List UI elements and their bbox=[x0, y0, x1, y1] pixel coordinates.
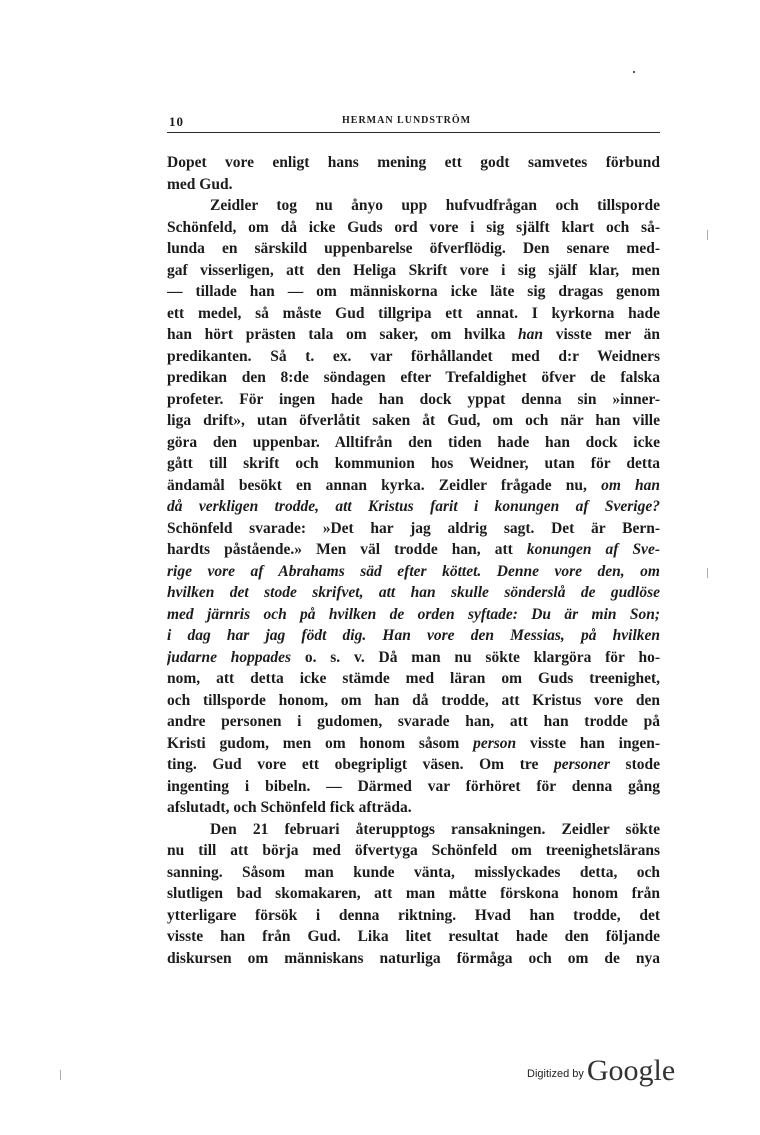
text-segment: liga drift», utan öfverlåtit saken åt Gud, om och när han ville bbox=[167, 412, 660, 429]
text-segment: han hört prästen tala om saker, om hvilka bbox=[167, 326, 519, 343]
text-segment: med Gud. bbox=[167, 175, 233, 193]
text-line bbox=[167, 496, 660, 518]
italic-text: om han bbox=[601, 476, 660, 494]
text-segment: lunda en särskild uppenbarelse öfverflödig. Den senare med- bbox=[167, 240, 660, 257]
italic-text: rige vore af Abrahams säd efter köttet. Denne vore den, om bbox=[167, 562, 660, 580]
text-segment: o. s. v. Då man nu sökte klargöra för ho- bbox=[291, 648, 660, 666]
text-line bbox=[167, 518, 660, 540]
text-segment: nu till att börja med öfvertyga Schönfeld om treenighetslärans bbox=[167, 842, 660, 859]
text-line bbox=[167, 647, 660, 669]
text-line bbox=[167, 819, 660, 841]
body-text bbox=[167, 152, 660, 969]
text-line bbox=[167, 260, 660, 282]
text-line bbox=[167, 905, 660, 927]
text-segment: visste han från Gud. Lika litet resultat hade den följande bbox=[167, 928, 660, 945]
text-segment: slutligen bad skomakaren, att man måtte förskona honom från bbox=[167, 885, 660, 902]
text-line bbox=[167, 174, 660, 196]
text-line bbox=[167, 883, 660, 905]
digitized-by-google-watermark bbox=[527, 1050, 675, 1090]
text-segment: predikan den 8:de söndagen efter Trefaldighet öfver de falska bbox=[167, 369, 660, 386]
text-line bbox=[167, 152, 660, 174]
text-segment: Schönfeld svarade: »Det har jag aldrig sagt. Det är Bern- bbox=[167, 519, 660, 537]
running-head: HERMAN LUNDSTRÖM bbox=[342, 115, 472, 126]
text-line bbox=[167, 862, 660, 884]
text-line bbox=[167, 324, 660, 346]
scan-artifact bbox=[707, 568, 708, 578]
text-segment: ingenting i bibeln. — Därmed var förhöret för denna gång bbox=[167, 777, 660, 795]
text-segment: visste mer än bbox=[543, 326, 660, 343]
text-line bbox=[167, 797, 660, 819]
text-line bbox=[167, 840, 660, 862]
italic-text: då verkligen trodde, att Kristus farit i konungen af Sverige? bbox=[167, 498, 660, 515]
text-line bbox=[167, 389, 660, 411]
text-line bbox=[167, 561, 660, 583]
text-segment: predikanten. Så t. ex. var förhållandet med d:r Weidners bbox=[167, 347, 660, 365]
text-segment: ett medel, så måste Gud tillgripa ett annat. I kyrkorna hade bbox=[167, 304, 660, 322]
text-segment: Zeidler tog nu ånyo upp hufvudfrågan och tillsporde bbox=[210, 197, 660, 214]
text-segment: gaf visserligen, att den Heliga Skrift vore i sig själf klar, men bbox=[167, 261, 660, 279]
italic-text: hvilken det stode skrifvet, att han skulle sönderslå de gudlöse bbox=[167, 584, 660, 601]
text-line bbox=[167, 346, 660, 368]
scan-speck bbox=[633, 71, 635, 73]
google-logo: Google bbox=[586, 1054, 676, 1087]
text-line bbox=[167, 281, 660, 303]
text-line bbox=[167, 625, 660, 647]
text-segment: andre personen i gudomen, svarade han, att han trodde på bbox=[167, 713, 660, 730]
text-segment: Den 21 februari återupptogs ransakningen. Zeidler sökte bbox=[210, 820, 660, 838]
text-line bbox=[167, 238, 660, 260]
page-number: 10 bbox=[169, 114, 184, 129]
italic-text: med järnris och på hvilken de orden syftade: Du är min Son; bbox=[167, 605, 660, 623]
text-segment: ytterligare försök i denna riktning. Hvad han trodde, det bbox=[167, 906, 660, 924]
text-line bbox=[167, 604, 660, 626]
text-segment: göra den uppenbar. Alltifrån den tiden hade han dock icke bbox=[167, 433, 660, 451]
italic-text: i dag har jag födt dig. Han vore den Messias, på hvilken bbox=[167, 627, 660, 644]
text-segment: och tillsporde honom, om han då trodde, att Kristus vore den bbox=[167, 691, 660, 709]
text-line bbox=[167, 754, 660, 776]
text-segment: ändamål besökt en annan kyrka. Zeidler frågade nu, bbox=[167, 476, 602, 494]
text-line bbox=[167, 410, 660, 432]
text-segment: nom, att detta icke stämde med läran om Guds treenighet, bbox=[167, 670, 660, 687]
text-segment: hardts påstående.» Men väl trodde han, att bbox=[167, 541, 527, 558]
italic-text: judarne hoppades bbox=[167, 648, 292, 666]
text-segment: sanning. Såsom man kunde vänta, misslyckades detta, och bbox=[167, 863, 660, 881]
text-line bbox=[167, 926, 660, 948]
text-line bbox=[167, 195, 660, 217]
page-header bbox=[167, 110, 660, 133]
text-segment: — tillade han — om människorna icke läte sig dragas genom bbox=[167, 283, 660, 300]
text-segment: Schönfeld, om då icke Guds ord vore i sig själft klart och så- bbox=[167, 218, 660, 236]
text-line bbox=[167, 733, 660, 755]
text-segment: visste han ingen- bbox=[516, 734, 660, 752]
italic-text: person bbox=[473, 734, 517, 752]
text-line bbox=[167, 668, 660, 690]
text-segment: Dopet vore enligt hans mening ett godt samvetes förbund bbox=[167, 154, 660, 171]
text-segment: ting. Gud vore ett obegripligt väsen. Om tre bbox=[167, 756, 554, 773]
text-line bbox=[167, 217, 660, 239]
text-line bbox=[167, 776, 660, 798]
text-segment: gått till skrift och kommunion hos Weidner, utan för detta bbox=[167, 455, 660, 472]
text-line bbox=[167, 303, 660, 325]
text-segment: profeter. För ingen hade han dock yppat denna sin »inner- bbox=[167, 390, 660, 408]
text-line bbox=[167, 453, 660, 475]
italic-text: konungen af Sve- bbox=[526, 541, 660, 558]
text-line bbox=[167, 432, 660, 454]
text-line bbox=[167, 367, 660, 389]
scan-artifact bbox=[707, 230, 708, 240]
digitized-label: Digitized by bbox=[527, 1068, 584, 1080]
text-line bbox=[167, 711, 660, 733]
scan-artifact bbox=[60, 1070, 61, 1080]
text-segment: Kristi gudom, men om honom såsom bbox=[167, 734, 474, 752]
text-segment: afslutadt, och Schönfeld fick afträda. bbox=[167, 799, 412, 816]
text-line bbox=[167, 948, 660, 970]
text-line bbox=[167, 475, 660, 497]
text-line bbox=[167, 690, 660, 712]
text-line bbox=[167, 582, 660, 604]
text-line bbox=[167, 539, 660, 561]
text-segment: diskursen om människans naturliga förmåga och om de nya bbox=[167, 949, 660, 967]
text-segment: stode bbox=[609, 756, 660, 773]
italic-text: personer bbox=[553, 756, 610, 773]
italic-text: han bbox=[518, 326, 544, 343]
